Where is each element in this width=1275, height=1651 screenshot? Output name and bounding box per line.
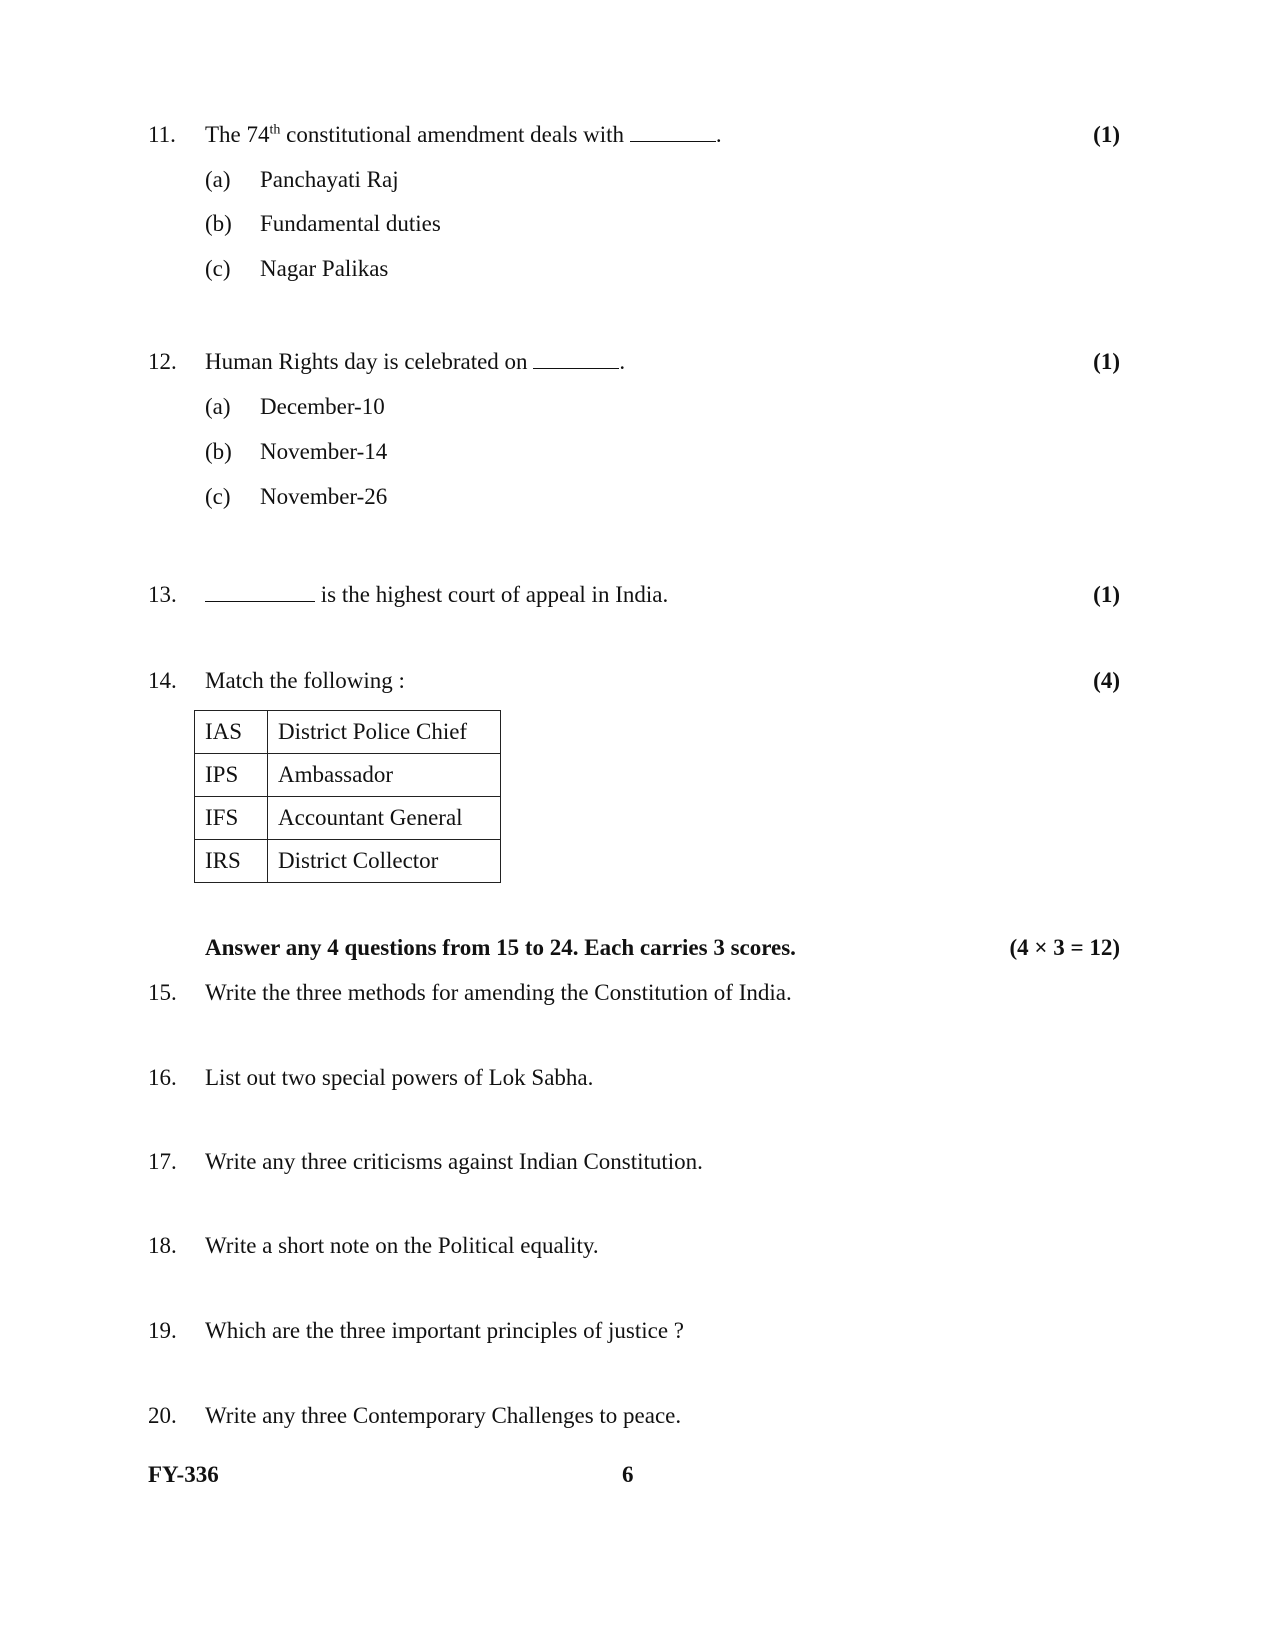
match-desc-cell: District Collector [268,840,501,883]
match-code-cell: IFS [195,797,268,840]
q11-option-c-text: Nagar Palikas [260,256,389,281]
q13-marks: (1) [1093,582,1120,607]
q19-text: Which are the three important principles of justice ? [205,1318,684,1343]
q16-number: 16. [148,1065,177,1090]
q13-number: 13. [148,582,177,607]
q11-option-b-text: Fundamental duties [260,211,441,236]
q18-text: Write a short note on the Political equality. [205,1233,599,1258]
q12-option-c-text: November-26 [260,484,388,509]
q18-number: 18. [148,1233,177,1258]
q12-text [205,349,625,375]
q15-text: Write the three methods for amending the Constitution of India. [205,980,792,1005]
q20-text: Write any three Contemporary Challenges to peace. [205,1403,682,1428]
q11-text-before: The 74 [205,122,270,147]
q11-text-after: constitutional amendment deals with [280,122,630,147]
q11-sup: th [269,122,281,138]
section-instruction: Answer any 4 questions from 15 to 24. Each carries 3 scores. [205,935,796,960]
q12-marks: (1) [1093,349,1120,374]
q20-number: 20. [148,1403,177,1428]
q12-option-b-label: (b) [205,439,232,464]
match-code-cell: IAS [195,711,268,754]
match-code-cell: IPS [195,754,268,797]
q12-option-a-label: (a) [205,394,231,419]
answer-blank [205,583,315,602]
match-table [194,710,501,883]
q12-number: 12. [148,349,177,374]
q12-option-a-text: December-10 [260,394,385,419]
q11-option-a-text: Panchayati Raj [260,167,399,192]
q16-text: List out two special powers of Lok Sabha. [205,1065,594,1090]
section-marks: (4 × 3 = 12) [1009,935,1120,960]
q13-text [205,582,668,608]
q14-text: Match the following : [205,668,405,693]
q15-number: 15. [148,980,177,1005]
match-code-cell: IRS [195,840,268,883]
q12-option-c-label: (c) [205,484,231,509]
q11-text-end: . [715,122,722,147]
answer-blank [533,350,619,369]
q17-text: Write any three criticisms against Indian Constitution. [205,1149,703,1174]
q12-text-end: . [619,349,626,374]
footer-code: FY-336 [148,1462,219,1487]
q11-option-a-label: (a) [205,167,231,192]
match-desc-cell: Ambassador [268,754,501,797]
q11-option-b-label: (b) [205,211,232,236]
match-desc-cell: Accountant General [268,797,501,840]
table-row [195,840,501,883]
q19-number: 19. [148,1318,177,1343]
q11-marks: (1) [1093,122,1120,147]
match-desc-cell: District Police Chief [268,711,501,754]
q12-text-main: Human Rights day is celebrated on [205,349,534,374]
table-row [195,797,501,840]
q13-text-main: is the highest court of appeal in India. [315,582,669,607]
q11-option-c-label: (c) [205,256,231,281]
q14-number: 14. [148,668,177,693]
q17-number: 17. [148,1149,177,1174]
q11-number: 11. [148,122,176,147]
q11-text [205,122,722,148]
table-row [195,711,501,754]
q12-option-b-text: November-14 [260,439,388,464]
page-number: 6 [622,1462,634,1487]
answer-blank [630,123,716,142]
table-row [195,754,501,797]
q14-marks: (4) [1093,668,1120,693]
